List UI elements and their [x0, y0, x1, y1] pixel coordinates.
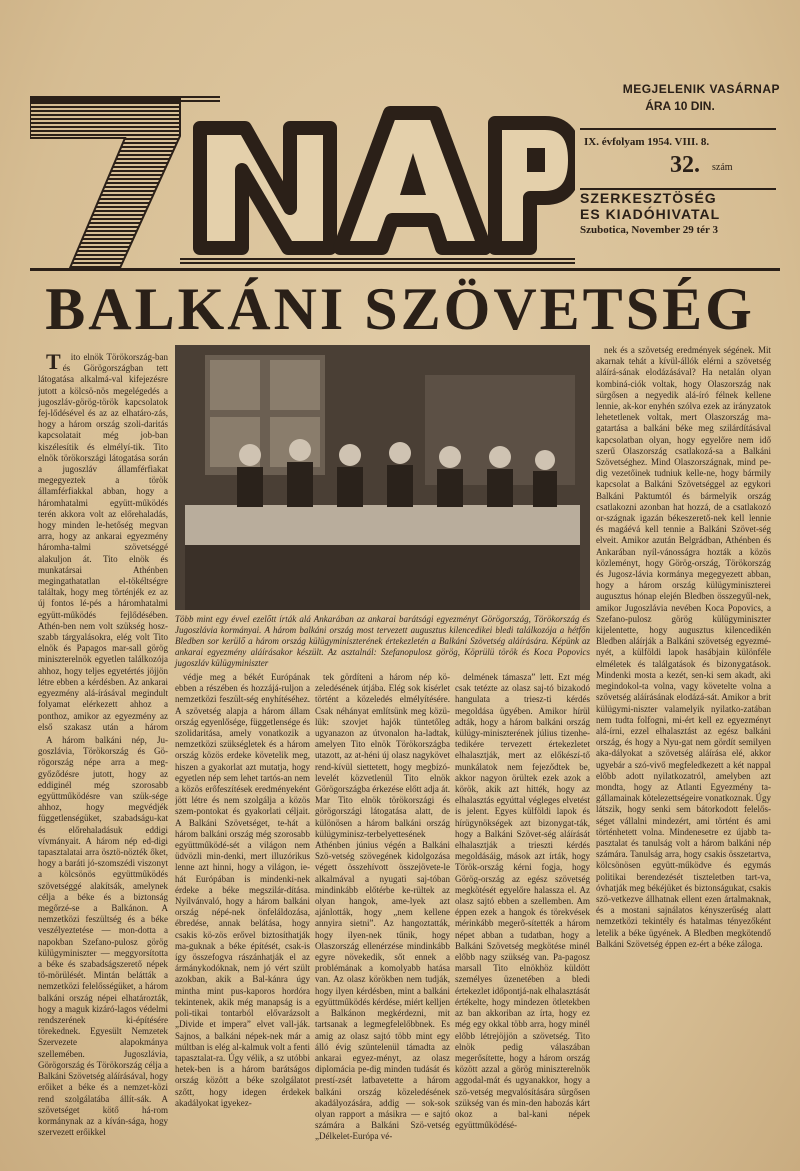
issue-info-box: [580, 128, 776, 190]
masthead-divider: [30, 268, 780, 271]
issue-label: szám: [712, 162, 733, 173]
main-headline: BALKÁNI SZÖVETSÉG: [45, 276, 755, 342]
masthead-meta: [580, 82, 780, 113]
article-paragraph: tek gördíteni a három nép kö-zeledésének útjába. Elég sok kísérlet történt a közeledés elmélyítésére. Csak néhányat említsünk meg közü-lük: szovjet hajók tüntetőleg ugyanazon az útvonalon ha-ladtak, amelyen Tito elnök Törökországba utazott, az at-héni új olasz nagykövet rend-kívül siettetett, hogy megbízó-levelét közvetlenül Tito elnök Görögországba érkezése előtt adja át. Mar Tito elnök törökországi és görögországi látogatása alatt, de különösen a három balkáni ország külügyminisz-terbelyettesének Athénben június végén a Balkáni Szö-vetség szövegének kidolgozása végett összehívott összejövete-le alkalmával a nyugati saj-tóban mindinkább előtérbe ke-rültek az olyan hangok, ame-lyek azt ajánlották, hogy „nem kellene annyira sietni”. Az hangoztatták, hogy ilyen-nek tűnik, hogy Olaszország ellenérzése mindinkább egyre növekedik, sőt ennek a problémának a komolyabb hatása van. Az olasz körökben nem tudják, hogy ilyen kérdésben, mint a balkáni együttműködés kérdése, miért kelljen a Balkánon megkérdezni, mit tartsanak a legmegfelelőbbnek. Es amig az olasz sajtó több mint egy álló évig szüntelenül támadta az ankarai egyez-ményt, az olasz diplomácia pe-dig minden tudását és prestí-zsét latbavetette a három balkáni ország közeledésének akadályozására, addig — sok-sok olyan rapport a másikra — e sajtó számára a Balkáni Szö-vetség „Délkelet-Európa vé-: [315, 672, 450, 1142]
publisher-address: Szubotica, November 29 tér 3: [580, 224, 718, 236]
photo-image: [175, 345, 590, 610]
article-paragraph: delmének támasza” lett. Ezt még csak tetézte az olasz saj-tó bizakodó hangulata a triesz-ti kérdés megoldása ügyében. Amikor hírül adták, hogy a három balkáni ország külügy-miniszterének július tizenhe-tedikére tervezett értekezletet elhalasztják, mert az előkészí-tő munkálatok nem fejeződtek be, akkor nagyon örültek ezek azok a körök, akik azt hitték, hogy az elhalasztás egyúttal végleges elvetést is jelent. Egyes külföldi lapok és hírügynökségek azt bizonygat-ták, hogy a Balkáni Szövet-ség aláírását elhalasztják a trieszti kérdés megoldásáig, mások azt írták, hogy Török-ország kérni fogja, hogy Görög-ország az egész szövetség megkötését egyelőre halassza el. Az olasz sajtó ebben a szellemben. Am éppen ezek a hangok és törekvések mérinkább megerő-sítették a három népet abban a tudatban, hogy a Balkáni Szövetség megkötése minél előbb nagy szükség van. Pa-pagosz marsall Tito elnökhöz küldött személyes üzenetében a bledi értekezlet időpontjá-nak elhalasztását értékelte, hogy mindezen ötletekben az ban akkoriban az írta, hogy ez még egy okkal több arra, hogy minél előbb létrejöjjön a szövetség. Tito elnök pedig válaszában megerősítette, hogy a három ország között azzal a görög miniszterelnök aggodal-mát és ugyanakkor, hogy a szö-vetség megvalósítására sürgősen szükség van és min-den habozás kárt okoz a bal-kani népek együttműködésé-: [455, 672, 590, 1131]
publisher-line1: SZERKESZTÖSÉG: [580, 190, 717, 206]
news-photo: [175, 345, 590, 610]
publisher-block: [580, 190, 780, 238]
photo-caption: Több mint egy évvel ezelőtt írták alá Ankarában az ankarai barátsági egyezményt Görögország, Törökország és Jugoszlávia kormányai. A három balkáni ország most tervezett augusztus kilencedikei bledi találkozója a hétfőn Bledben sor kerülő a három ország külügyminiszterének értekezletén a Balkáni Szövetség aláírására. Képünk az ankarai egyezmény aláírásakor készült. Az asztalnál: Szefanopulosz görög, Köprülü török és Koca Popovics jugoszláv külügyminiszter: [175, 614, 590, 668]
article-paragraph: nek és a szövetség eredmények ségének. Mit akarnak tehát a kívül-állók elérni a szövetség aláírá-sának elodázásával? Ha netalán olyan kombiná-ciók voltak, hogy Olaszország nak sürgősen a negyedik alá-író félnek kellene lennie, ak-kor enyhén szólva ezek az irányzatok lehetetlenek voltak, mert Olaszország ma-gatartása a balkáni béke meg szilárdításával kapcsolatban olyan, hogy egyelőre nem idő szerű Olaszország csatlakozá-sa a Balkáni Szövetséghez. Mind Olaszországnak, mind pe-dig vezetőinek tudniuk kelle-ne, hogy bármily kapcsolat a Balkáni Szövetséggel az egykori Balkáni Paktumtól és bármelyik ország csatlakozni azonban hat hozzá, de a csatlakozó or-szágnak igazán békeszerető-nek kell lennie és magáévá kell tennie a Balkáni Szövet-ség elveit. Amikor azután Belgrádban, Athénben és Ankarában nyíl-vánosságra hozták a közös közleményt, hogy Görög-ország, Törökország és Jugosz-lávia kormánya megegyezett abban, hogy a három ország külügyminiszterei augusztus hónap elején Bledben összegyűl-nek, amikor Jugoszlávia nevében Koca Popovics, a Szefano-pulosz görög külügyminiszter kijelentette, hogy augusztus kilencedikén Bledben aláírják a Balkáni szövetség egyezmé-nyét, a külföldi lapok hasábjain különféle elméletek és találgatások és bizonygatások. Mindenki mosta a kezét, sen-ki sem akadt, aki megindokol-ta volna, vagy követelte volna a szövetség aláírásának elodázá-sát. Amikor a brit külügymi-niszter valamelyik nyilatko-zatában nem tudta folfogni, mi-ért kell ez egyezményt alá-írni, ezzel elhalasztást az egész balkáni ország, és hogy a Nyu-gat nem gördít semilyen aka-dályokat a szövetség aláírása elé, akkor ugyebár a szó-vivő megfeledkezett a két nappal előbb adott nyilatkozatról, amelyben azt mondta, hogy az Atlanti Egyezmény ta-gállamainak kötelezettségeire vonatkoznak. Úgy látszik, hogy senki sem bátorkodott felelős-séget vállalni mindezért, ami történt és ami történhetett volna. Mindenesetre ez újabb ta-pasztalat és tanulság volt a három balkáni nép számára. Tanulság arra, hogy csakis összetartva, kölcsönösen együtt-működve és egymás politikai berendezését tiszteletben tart-va, óvhatják meg békéjüket és biztonságukat, csakis szö-vetkezve állhatnak ellent ezen ártalmaknak, és a mostani sajnálatos kényszerűség alatt nemzetközi tekintély és hatalmas tényezőként letelik a béke ügyének. A Bledben megkötendő Balkáni Szövetség éppen ez-ért a béke záloga.: [596, 345, 771, 949]
issue-number: 32.: [670, 152, 700, 178]
publisher-line2: ES KIADÓHIVATAL: [580, 206, 721, 222]
article-paragraph: A három balkáni nép, Ju-goszlávia, Törökország és Gö-rögország népe arra a meg-győződésre jutott, hogy az eddiginél még szorosabb együttműködésre van szük-sége ahhoz, hogy megvédjék függetlenségüket, szabadságu-kat és előrehaladásuk eddigi vívmányait. A három nép ed-digi tapasztalatai arra ösztö-nözték őket, hogy a baráti jó-szomszédi viszonyt a kölcsönös együttműködés szövetséggé alakítsák, amelynek célja a béke és a biztonság megőrzé-se a Balkánon. A nemzetközi feszültség és a béke veszélyeztetése — mon-dotta a napokban Szefano-pulosz görög külügyminiszter — meggyorsította a béke és szabadságszerető népek tö-mörülését. Mintán belátták a nemzetközi felelősségüket, a három balkáni ország népei elhatározták, hogy a maguk kizáró-lagos védelmi rendszerének ki-építésére törekednek. Egyesült Nemzetek Szervezete alapokmánya szellemében. Jugoszlávia, Görögország és Törökország célja a Balkáni Szövetség aláírásával, hogy erőiket a béke és a nemzet-közi rend szolgálatába állít-sák. A szövetséget kötő há-rom kormánynak az a kíván-sága, hogy szervezett erőikkel: [38, 735, 168, 1138]
logo-graphic: [30, 98, 575, 268]
article-paragraph: védje meg a békét Európának ebben a részében és hozzájá-ruljon a nemzetközi feszült-ség enyhítéséhez. A szövetség alapja a három állam ország egyenlősége, függetlensége és szolidaritása, amely vonatkozik a nemzetközi szükségletek és a három ország közös erdeke követelik meg, hiszen a gyakorlat azt mutatja, hogy egyetlen nép sem lehet tartós-an nem a közös erőfeszítések eredményeként jött létre és nem szolgálja a közös szem-pontokat és gyakorlati céljait. A Balkáni Szövetséget, te-hát a három balkáni ország még szorosabb együttműködé-sét a világon nem üdvözli min-denki, mert illuzórikus lenne azt hinni, hogy a világon, ie-hát Európában is mindenki-nek érdeke a béke megszilár-dítása. Nyilvánvaló, hogy a három balkáni ország népé-nek önfeláldozása, ébredése, annak belátása, hogy csakis kö-zös erővel biztosíthatják ma-guknak a béke építését, csak-is így összefogva rászánhatják el az ármánykodóknak, nem jó vért szült azokban, akik a Bal-kánra úgy mintha mint pus-kaporos hordóra tekintenek, akik még manapság is a poli-tikai tontarból elővarázsolt „Divide et impera” elvet vall-ják. Sajnos, a balkáni népek-nek már a múltban is elég al-kalmuk volt a fenti tapasztalat-ra. Úgy vélik, a sz utóbbi hetek-ben is a három barátságos ország között a béke szolgálatot szőtt, hogy idegen érdekek akadályokat igyekez-: [175, 672, 310, 1108]
article-column-1b: [38, 735, 168, 1155]
article-column-5: [596, 345, 771, 1155]
article-column-4: [455, 672, 590, 1157]
article-paragraph: Tito elnök Törökország-ban és Görögországban tett látogatása alkalmá-val kifejezésre jutott a kölcsö-nös megelégedés a jugoszláv-görög-török kapcsolatok fej-lődésével és az az elhatáro-zás, hogy a három ország szoli-daritás kapcsolatait még job-ban kiszélesítik és elmélyí-tik. Tito elnök törökországi látogatása során a jugoszláv államférfiakat megegyeztek a török államférfiakkal abban, hogy a háromhatalmi együtt-működés terén akkora volt az előrehaladás, hogy minden le-hetőség megvan arra, hogy az ankarai egyezmény háromha-talmi szövetséggé alakuljon át. Tito elnök és munkatársai Athénben megingathatatlan el-tökéltségre találtak, hogy meg történjék ez az új fontos lé-pés a háromhatalmi együtt-működés fejlődésében. Athén-ben nem volt szükség hosz-szabb tárgyalásokra, elég volt Tito elnök és Papagos mar-sall görög miniszterelnök egyetlen találkozója ahhoz, hogy teljes egyetértés jöjjön létre ebben a kérdésben. Az ankarai egyezmény alá-írásával megindult folyamat elérkezett ahhoz a ponthoz, amikor az egyezmény az első szakasz után a három: [38, 352, 168, 732]
article-column-2: [175, 672, 310, 1157]
article-column-1: [38, 352, 168, 732]
volume-line: IX. évfolyam 1954. VIII. 8.: [584, 136, 710, 148]
article-column-3: [315, 672, 450, 1157]
masthead-logo: [30, 98, 575, 268]
publication-note: MEGJELENIK VASÁRNAP: [622, 82, 780, 96]
price: ÁRA 10 DIN.: [645, 99, 715, 113]
